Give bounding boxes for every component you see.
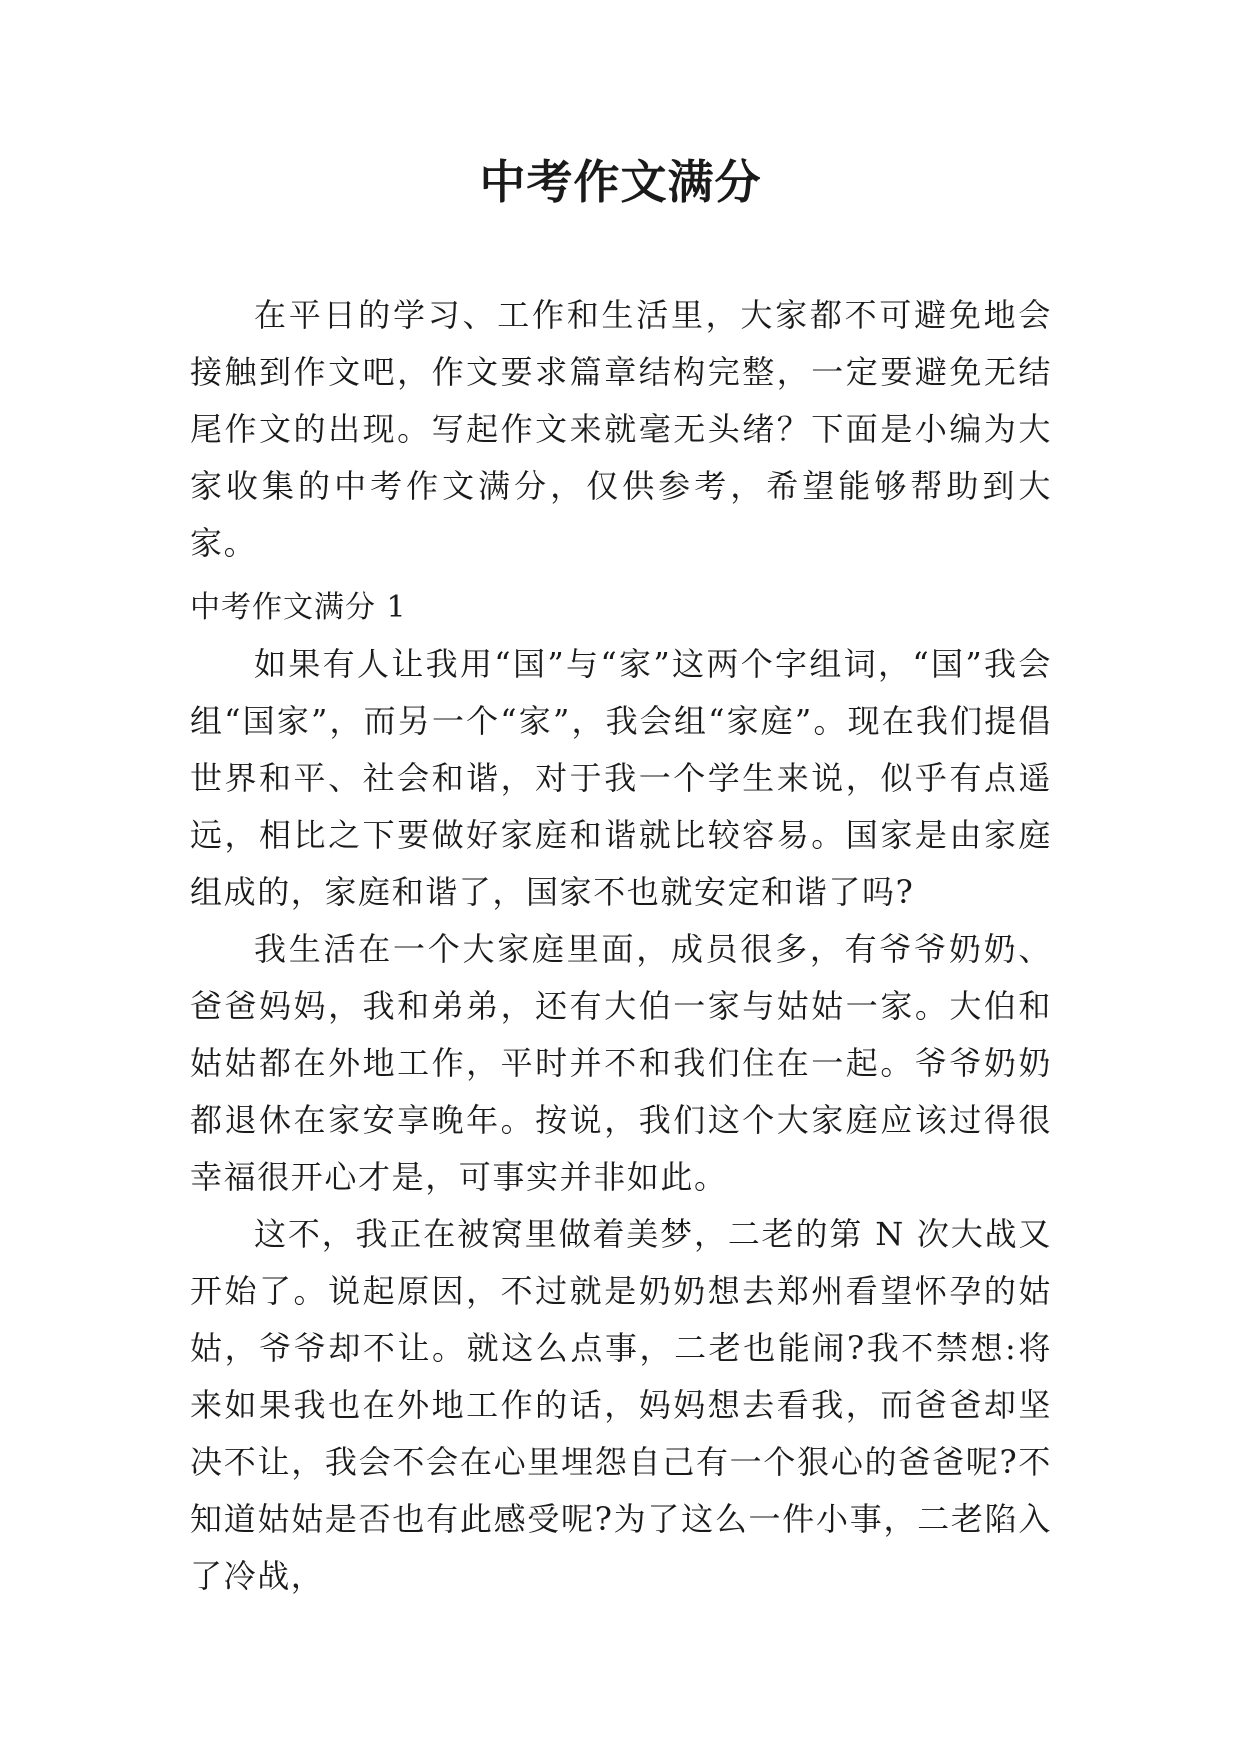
essay-section [190,579,1052,1605]
intro-paragraph: 在平日的学习、工作和生活里，大家都不可避免地会接触到作文吧，作文要求篇章结构完整，一定要避免无结尾作文的出现。写起作文来就毫无头绪？下面是小编为大家收集的中考作文满分，仅供参考，希望能够帮助到大家。 [190,296,1052,562]
section-heading: 中考作文满分 1 [190,590,407,625]
document-title: 中考作文满分 [479,155,762,209]
essay-paragraph-1: 如果有人让我用“国”与“家”这两个字组词，“国”我会组“国家”，而另一个“家”，我会组“家庭”。现在我们提倡世界和平、社会和谐，对于我一个学生来说，似乎有点遥远，相比之下要做好家庭和谐就比较容易。国家是由家庭组成的，家庭和谐了，国家不也就安定和谐了吗? [190,645,1052,911]
intro-block [190,287,1052,572]
essay-paragraph-2: 我生活在一个大家庭里面，成员很多，有爷爷奶奶、爸爸妈妈，我和弟弟，还有大伯一家与姑姑一家。大伯和姑姑都在外地工作，平时并不和我们住在一起。爷爷奶奶都退休在家安享晚年。按说，我们这个大家庭应该过得很幸福很开心才是，可事实并非如此。 [190,930,1052,1196]
essay-paragraph-3: 这不，我正在被窝里做着美梦，二老的第 N 次大战又开始了。说起原因，不过就是奶奶想去郑州看望怀孕的姑姑，爷爷却不让。就这么点事，二老也能闹?我不禁想:将来如果我也在外地工作的话，妈妈想去看我，而爸爸却坚决不让，我会不会在心里埋怨自己有一个狠心的爸爸呢?不知道姑姑是否也有此感受呢?为了这么一件小事，二老陷入了冷战， [190,1215,1052,1595]
